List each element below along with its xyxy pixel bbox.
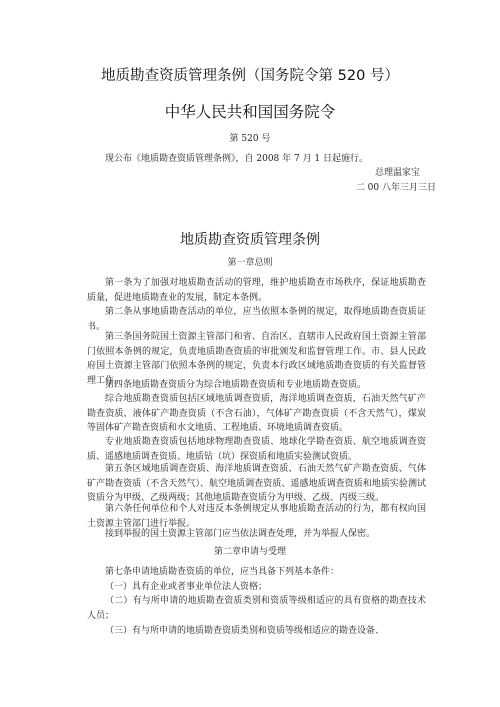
- article-paragraph: 第七条申请地质勘查资质的单位，应当具备下列基本条件：: [105, 567, 340, 577]
- article-paragraph: 接到举报的国土资源主管部门应当依法调查处理，并为举报人保密。: [105, 529, 376, 539]
- article-paragraph: 第一条为了加强对地质勘查活动的管理，维护地质勘查市场秩序，保证地质勘查质量，促进地质勘查业的发展，制定本条例。: [87, 278, 426, 303]
- article-paragraph: 第四条地质勘查资质分为综合地质勘查资质和专业地质勘查资质。: [105, 380, 367, 390]
- article-paragraph: 第六条任何单位和个人对违反本条例规定从事地质勘查活动的行为，都有权向国土资源主管部门进行举报。: [87, 504, 426, 529]
- article-paragraph: 第三条国务院国土资源主管部门和省、自治区、直辖市人民政府国土资源主管部门依照本条例的规定，负责地质勘查资质的审批颁发和监督管理工作。市、县人民政府国土资源主管部门依照本条例的规定，负责本行政区域地质勘查资质的有关监督管理工作。: [87, 332, 426, 386]
- list-item: （二）有与所申请的地质勘查资质类别和资质等级相适应的具有资格的勘查技术人员；: [87, 596, 426, 621]
- list-item: （一）具有企业或者事业单位法人资格；: [105, 582, 268, 592]
- order-number: 第 520 号: [229, 134, 271, 144]
- chapter-heading: 第二章申请与受理: [213, 547, 286, 557]
- article-paragraph: 第五条区域地质调查资质、海洋地质调查资质、石油天然气矿产勘查资质、气体矿产勘查资质（不含天然气）、航空地质调查资质、遥感地质调查资质和地质实验测试资质分为甲级、乙级两级；其他地质勘查资质分为甲级、乙级、丙级三级。: [87, 464, 426, 503]
- article-paragraph: 专业地质勘查资质包括地球物理勘查资质、地球化学勘查资质、航空地质调查资质、遥感地质调查资质、地质钻（坑）探资质和地质实验测试资质。: [87, 437, 426, 462]
- document-title: 地质勘查资质管理条例（国务院令第 520 号）: [101, 68, 399, 84]
- article-paragraph: 第二条从事地质勘查活动的单位，应当依照本条例的规定，取得地质勘查资质证书。: [87, 307, 426, 332]
- regulation-title: 地质勘查资质管理条例: [180, 232, 320, 248]
- decree-text: 现公布《地质勘查资质管理条例》，自 2008 年 7 月 1 日起施行。: [105, 154, 369, 164]
- chapter-heading: 第一章总则: [227, 258, 273, 268]
- article-paragraph: 综合地质勘查资质包括区域地质调查资质，海洋地质调查资质，石油天然气矿产勘查资质，液体矿产勘查资质（不含石油），气体矿产勘查资质（不含天然气），煤炭等固体矿产勘查资质和水文地质、工程地质、环境地质调查资质。: [87, 394, 426, 433]
- list-item: （三）有与所申请的地质勘查资质类别和资质等级相适应的勘查设备、: [105, 626, 385, 636]
- issuer-heading: 中华人民共和国国务院令: [164, 103, 336, 121]
- sign-date: 二 00 八年三月三日: [355, 183, 436, 193]
- signer: 总理温家宝: [374, 168, 420, 178]
